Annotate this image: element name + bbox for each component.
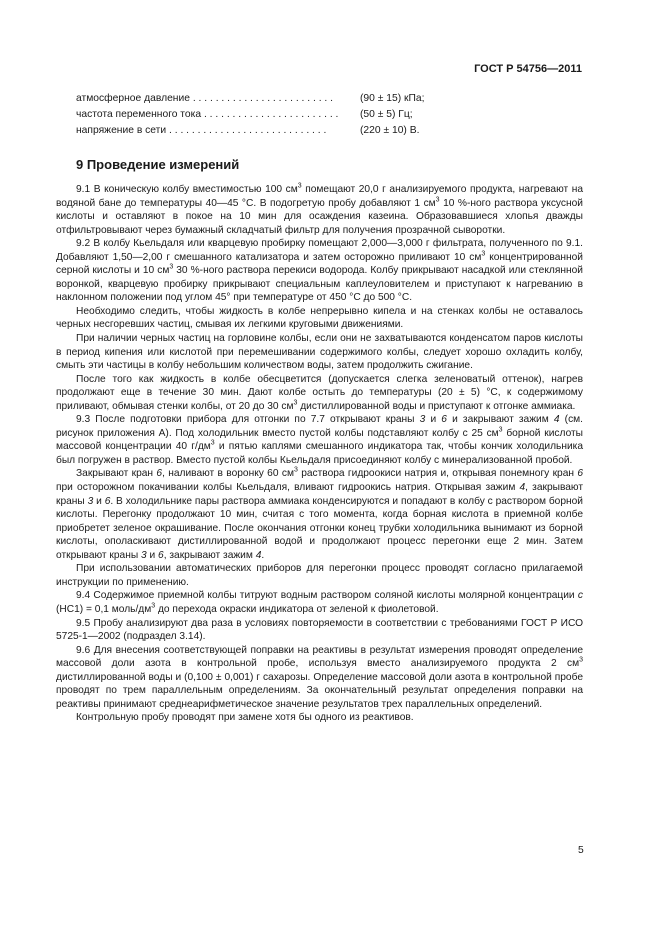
paragraph-9-2: 9.2 В колбу Кьельдаля или кварцевую пробирку помещают 2,000—3,000 г фильтрата, полученного по 9.1. Добавляют 1,50—2,00 г смешанного катализатора и затем осторожно приливают 10 $см^3$ концентрированной серной кислоты и 10 $см^3$ 30 %-ного раствора перекиси водорода. Колбу прикрывают насадкой или стеклянной воронкой, кварцевую пробирку прикрывают специальным каплеуловителем и приступают к нагреванию в наклонном положении под углом 45° при температуре от 450 °С до 500 °С.: [56, 238, 583, 304]
condition-value: (90 ± 15) кПа;: [360, 93, 425, 104]
condition-row: [76, 125, 420, 136]
standard-header: ГОСТ Р 54756—2011: [474, 63, 582, 75]
paragraph-9-3: 9.3 После подготовки прибора для отгонки по 7.7 открывают краны 3 и 6 и закрывают зажим 4 (см. рисунок приложения А). Под холодильник вместо пустой колбы подставляют колбу с 25 $см^3$ борной кислоты массовой концентрации 40 $г/дм^3$ и пятью каплями смешанного индикатора так, чтобы кончик холодильника был погружен в раствор. Вместо пустой колбы Кьельдаля присоединяют колбу с минерализованной пробой.: [56, 414, 584, 466]
paragraph-black-particles: При наличии черных частиц на горловине колбы, если они не захватываются конденсатом паров кислоты в период кипения или кислотой при перемешивании содержимого колбы, следует хорошо охладить колбу, смыть эти частицы в колбу небольшим количеством воды, затем продолжить сжигание.: [56, 333, 583, 372]
paragraph-after: После того как жидкость в колбе обесцветится (допускается слегка зеленоватый оттенок), нагрев продолжают еще в течение 30 мин. Дают колбе остыть до температуры (20 ± 5) °С, к содержимому приливают, обмывая стенки колбы, от 20 до 30 $см^3$ дистиллированной воды и приступают к отгонке аммиака.: [56, 373, 583, 412]
condition-label: частота переменного тока . . . . . . . . . . . . . . . . . . . . . . . .: [76, 109, 339, 120]
document-body: [56, 183, 583, 725]
paragraph-follow: Необходимо следить, чтобы жидкость в колбе непрерывно кипела и на стенках колбы не оставалось черных несгоревших частиц, смывая их легкими круговыми движениями.: [56, 305, 583, 331]
page-number: 5: [578, 845, 584, 856]
paragraph-control: Контрольную пробу проводят при замене хотя бы одного из реактивов.: [76, 712, 414, 724]
paragraph-9-1: 9.1 В коническую колбу вместимостью 100 $см^3$ помещают 20,0 г анализируемого продукта, нагревают на водяной бане до температуры 40—45 °С. В подогретую пробу добавляют 1 $см^3$ 10 %-ного раствора уксусной кислоты и оставляют в покое на 10 мин для осаждения казеина. Образовавшиеся хлопья дважды отфильтровывают через бумажный складчатый фильтр для получения прозрачной сыворотки.: [56, 182, 584, 236]
paragraph-9-5: 9.5 Пробу анализируют два раза в условиях повторяемости в соответствии с требованиями ГОСТ Р ИСО 5725-1—2002 (подраздел 3.14).: [56, 617, 583, 643]
condition-value: (50 ± 5) Гц;: [360, 109, 413, 120]
paragraph-9-4: 9.4 Содержимое приемной колбы титруют водным раствором соляной кислоты молярной концентрации с (НС1) = 0,1 моль/$дм^3$ до перехода окраски индикатора от зеленой к фиолетовой.: [56, 590, 583, 615]
condition-label: атмосферное давление . . . . . . . . . . . . . . . . . . . . . . . . .: [76, 93, 334, 104]
paragraph-close-tap: Закрывают кран 6, наливают в воронку 60 $см^3$ раствора гидроокиси натрия и, открывая понемногу кран 6 при осторожном покачивании колбы Кьельдаля, вливают гидроокись натрия. Открывая зажим 4, закрывают краны 3 и 6. В холодильнике пары раствора аммиака конденсируются и попадают в колбу с раствором борной кислоты. Перегонку продолжают 10 мин, считая с того момента, когда борная кислота в приемной колбе приобретет зеленое окрашивание. После окончания отгонки конец трубки холодильника вынимают из борной кислоты, ополаскивают дистиллированной водой и продолжают процесс перегонки еще 2 мин. Затем открывают краны 3 и 6, закрывают зажим 4.: [56, 467, 583, 561]
condition-row: [76, 109, 413, 120]
condition-row: [76, 93, 425, 104]
paragraph-9-6: 9.6 Для внесения соответствующей поправки на реактивы в результат измерения проводят определение массовой доли азота в контрольной пробе, используя вместо анализируемого продукта 2 $см^3$ дистиллированной воды и (0,100 ± 0,001) г сахарозы. Определение массовой доли азота в контрольной пробе проводят по трем параллельным определениям. За окончательный результат определения поправки на реактивы принимают среднеарифметическое значение результатов трех параллельных определений.: [56, 644, 583, 710]
condition-label: напряжение в сети . . . . . . . . . . . . . . . . . . . . . . . . . . . .: [76, 125, 327, 136]
paragraph-automatic: При использовании автоматических приборов для перегонки процесс проводят согласно прилагаемой инструкции по применению.: [56, 563, 583, 588]
section-title: 9 Проведение измерений: [76, 157, 240, 172]
condition-value: (220 ± 10) В.: [360, 125, 420, 136]
